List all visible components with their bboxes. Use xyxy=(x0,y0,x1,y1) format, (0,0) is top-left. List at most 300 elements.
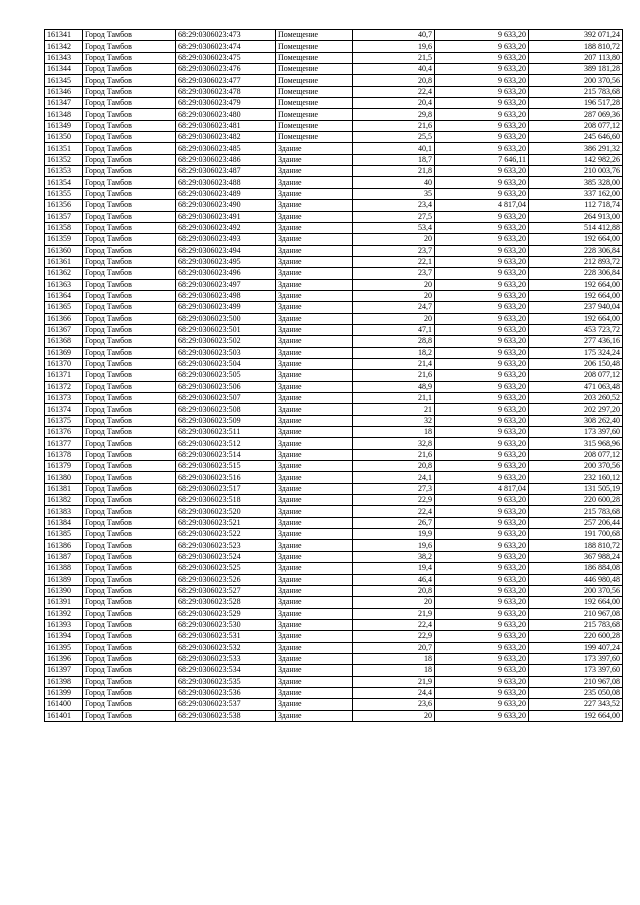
municipality-cell: Город Тамбов xyxy=(83,86,176,97)
cadastral-value-cell: 192 664,00 xyxy=(529,313,623,324)
specific-value-cell: 9 633,20 xyxy=(435,540,529,551)
cadastral-number-cell: 68:29:0306023:526 xyxy=(176,574,276,585)
object-type-cell: Здание xyxy=(276,608,353,619)
cadastral-number-cell: 68:29:0306023:499 xyxy=(176,302,276,313)
specific-value-cell: 9 633,20 xyxy=(435,41,529,52)
area-cell: 40,4 xyxy=(353,64,435,75)
municipality-cell: Город Тамбов xyxy=(83,461,176,472)
row-number-cell: 161387 xyxy=(45,551,83,562)
object-type-cell: Здание xyxy=(276,653,353,664)
object-type-cell: Здание xyxy=(276,710,353,721)
object-type-cell: Здание xyxy=(276,234,353,245)
table-row xyxy=(45,200,623,211)
specific-value-cell: 9 633,20 xyxy=(435,166,529,177)
object-type-cell: Здание xyxy=(276,495,353,506)
cadastral-number-cell: 68:29:0306023:495 xyxy=(176,256,276,267)
specific-value-cell: 9 633,20 xyxy=(435,517,529,528)
table-row xyxy=(45,506,623,517)
specific-value-cell: 9 633,20 xyxy=(435,120,529,131)
cadastral-value-cell: 264 913,00 xyxy=(529,211,623,222)
cadastral-value-cell: 220 600,28 xyxy=(529,495,623,506)
specific-value-cell: 9 633,20 xyxy=(435,52,529,63)
row-number-cell: 161394 xyxy=(45,631,83,642)
row-number-cell: 161352 xyxy=(45,154,83,165)
row-number-cell: 161353 xyxy=(45,166,83,177)
object-type-cell: Здание xyxy=(276,358,353,369)
area-cell: 19,4 xyxy=(353,563,435,574)
cadastral-value-cell: 257 206,44 xyxy=(529,517,623,528)
cadastral-value-cell: 471 063,48 xyxy=(529,381,623,392)
municipality-cell: Город Тамбов xyxy=(83,109,176,120)
area-cell: 47,1 xyxy=(353,324,435,335)
area-cell: 35 xyxy=(353,188,435,199)
table-row xyxy=(45,109,623,120)
table-row xyxy=(45,472,623,483)
municipality-cell: Город Тамбов xyxy=(83,177,176,188)
cadastral-value-cell: 315 968,96 xyxy=(529,438,623,449)
cadastral-number-cell: 68:29:0306023:486 xyxy=(176,154,276,165)
object-type-cell: Здание xyxy=(276,461,353,472)
specific-value-cell: 9 633,20 xyxy=(435,313,529,324)
municipality-cell: Город Тамбов xyxy=(83,30,176,41)
specific-value-cell: 9 633,20 xyxy=(435,687,529,698)
object-type-cell: Здание xyxy=(276,370,353,381)
table-row xyxy=(45,438,623,449)
municipality-cell: Город Тамбов xyxy=(83,687,176,698)
cadastral-number-cell: 68:29:0306023:518 xyxy=(176,495,276,506)
area-cell: 18 xyxy=(353,653,435,664)
object-type-cell: Помещение xyxy=(276,132,353,143)
cadastral-number-cell: 68:29:0306023:476 xyxy=(176,64,276,75)
area-cell: 23,6 xyxy=(353,699,435,710)
specific-value-cell: 9 633,20 xyxy=(435,324,529,335)
cadastral-value-cell: 514 412,88 xyxy=(529,222,623,233)
row-number-cell: 161382 xyxy=(45,495,83,506)
cadastral-number-cell: 68:29:0306023:508 xyxy=(176,404,276,415)
cadastral-number-cell: 68:29:0306023:487 xyxy=(176,166,276,177)
cadastral-value-cell: 386 291,32 xyxy=(529,143,623,154)
row-number-cell: 161383 xyxy=(45,506,83,517)
municipality-cell: Город Тамбов xyxy=(83,52,176,63)
cadastral-value-cell: 192 664,00 xyxy=(529,234,623,245)
object-type-cell: Здание xyxy=(276,415,353,426)
row-number-cell: 161372 xyxy=(45,381,83,392)
table-row xyxy=(45,211,623,222)
cadastral-value-cell: 453 723,72 xyxy=(529,324,623,335)
row-number-cell: 161379 xyxy=(45,461,83,472)
cadastral-value-cell: 228 306,84 xyxy=(529,245,623,256)
specific-value-cell: 9 633,20 xyxy=(435,597,529,608)
table-row xyxy=(45,665,623,676)
municipality-cell: Город Тамбов xyxy=(83,279,176,290)
row-number-cell: 161389 xyxy=(45,574,83,585)
area-cell: 23,7 xyxy=(353,245,435,256)
specific-value-cell: 9 633,20 xyxy=(435,132,529,143)
row-number-cell: 161362 xyxy=(45,268,83,279)
municipality-cell: Город Тамбов xyxy=(83,574,176,585)
area-cell: 21,8 xyxy=(353,166,435,177)
table-row xyxy=(45,449,623,460)
specific-value-cell: 9 633,20 xyxy=(435,336,529,347)
specific-value-cell: 9 633,20 xyxy=(435,653,529,664)
object-type-cell: Здание xyxy=(276,472,353,483)
area-cell: 26,7 xyxy=(353,517,435,528)
table-row xyxy=(45,166,623,177)
cadastral-value-cell: 208 077,12 xyxy=(529,449,623,460)
specific-value-cell: 9 633,20 xyxy=(435,290,529,301)
area-cell: 21,6 xyxy=(353,449,435,460)
object-type-cell: Здание xyxy=(276,427,353,438)
object-type-cell: Помещение xyxy=(276,98,353,109)
row-number-cell: 161398 xyxy=(45,676,83,687)
specific-value-cell: 9 633,20 xyxy=(435,404,529,415)
area-cell: 32 xyxy=(353,415,435,426)
cadastral-value-cell: 208 077,12 xyxy=(529,120,623,131)
cadastral-number-cell: 68:29:0306023:529 xyxy=(176,608,276,619)
cadastral-value-cell: 385 328,00 xyxy=(529,177,623,188)
municipality-cell: Город Тамбов xyxy=(83,120,176,131)
object-type-cell: Помещение xyxy=(276,41,353,52)
cadastral-value-cell: 367 988,24 xyxy=(529,551,623,562)
area-cell: 27,3 xyxy=(353,483,435,494)
row-number-cell: 161371 xyxy=(45,370,83,381)
cadastral-number-cell: 68:29:0306023:505 xyxy=(176,370,276,381)
row-number-cell: 161370 xyxy=(45,358,83,369)
object-type-cell: Помещение xyxy=(276,75,353,86)
cadastral-value-cell: 131 505,19 xyxy=(529,483,623,494)
row-number-cell: 161348 xyxy=(45,109,83,120)
municipality-cell: Город Тамбов xyxy=(83,313,176,324)
table-row xyxy=(45,98,623,109)
specific-value-cell: 9 633,20 xyxy=(435,381,529,392)
specific-value-cell: 9 633,20 xyxy=(435,370,529,381)
row-number-cell: 161395 xyxy=(45,642,83,653)
specific-value-cell: 9 633,20 xyxy=(435,472,529,483)
area-cell: 24,4 xyxy=(353,687,435,698)
row-number-cell: 161401 xyxy=(45,710,83,721)
table-row xyxy=(45,585,623,596)
object-type-cell: Здание xyxy=(276,597,353,608)
table-row xyxy=(45,427,623,438)
area-cell: 46,4 xyxy=(353,574,435,585)
table-row xyxy=(45,256,623,267)
cadastral-number-cell: 68:29:0306023:531 xyxy=(176,631,276,642)
table-row xyxy=(45,302,623,313)
specific-value-cell: 9 633,20 xyxy=(435,188,529,199)
object-type-cell: Здание xyxy=(276,245,353,256)
row-number-cell: 161346 xyxy=(45,86,83,97)
object-type-cell: Здание xyxy=(276,393,353,404)
area-cell: 21,5 xyxy=(353,52,435,63)
specific-value-cell: 4 817,04 xyxy=(435,483,529,494)
municipality-cell: Город Тамбов xyxy=(83,41,176,52)
specific-value-cell: 9 633,20 xyxy=(435,563,529,574)
table-row xyxy=(45,245,623,256)
table-row xyxy=(45,461,623,472)
municipality-cell: Город Тамбов xyxy=(83,404,176,415)
cadastral-number-cell: 68:29:0306023:534 xyxy=(176,665,276,676)
municipality-cell: Город Тамбов xyxy=(83,415,176,426)
specific-value-cell: 9 633,20 xyxy=(435,347,529,358)
row-number-cell: 161354 xyxy=(45,177,83,188)
cadastral-number-cell: 68:29:0306023:488 xyxy=(176,177,276,188)
cadastral-value-cell: 210 967,08 xyxy=(529,676,623,687)
cadastral-value-cell: 202 297,20 xyxy=(529,404,623,415)
table-row xyxy=(45,313,623,324)
municipality-cell: Город Тамбов xyxy=(83,517,176,528)
area-cell: 48,9 xyxy=(353,381,435,392)
cadastral-number-cell: 68:29:0306023:491 xyxy=(176,211,276,222)
object-type-cell: Здание xyxy=(276,302,353,313)
object-type-cell: Здание xyxy=(276,449,353,460)
table-row xyxy=(45,86,623,97)
row-number-cell: 161358 xyxy=(45,222,83,233)
cadastral-number-cell: 68:29:0306023:502 xyxy=(176,336,276,347)
table-row xyxy=(45,710,623,721)
specific-value-cell: 9 633,20 xyxy=(435,574,529,585)
area-cell: 18 xyxy=(353,427,435,438)
area-cell: 21,9 xyxy=(353,676,435,687)
object-type-cell: Здание xyxy=(276,256,353,267)
cadastral-value-cell: 175 324,24 xyxy=(529,347,623,358)
row-number-cell: 161349 xyxy=(45,120,83,131)
table-row xyxy=(45,563,623,574)
table-row xyxy=(45,483,623,494)
cadastral-value-table xyxy=(44,29,623,722)
municipality-cell: Город Тамбов xyxy=(83,449,176,460)
object-type-cell: Здание xyxy=(276,551,353,562)
object-type-cell: Здание xyxy=(276,313,353,324)
cadastral-value-cell: 142 982,26 xyxy=(529,154,623,165)
cadastral-value-cell: 220 600,28 xyxy=(529,631,623,642)
municipality-cell: Город Тамбов xyxy=(83,540,176,551)
municipality-cell: Город Тамбов xyxy=(83,336,176,347)
row-number-cell: 161359 xyxy=(45,234,83,245)
area-cell: 29,8 xyxy=(353,109,435,120)
cadastral-value-cell: 188 810,72 xyxy=(529,41,623,52)
cadastral-value-cell: 196 517,28 xyxy=(529,98,623,109)
table-row xyxy=(45,415,623,426)
row-number-cell: 161399 xyxy=(45,687,83,698)
specific-value-cell: 9 633,20 xyxy=(435,427,529,438)
municipality-cell: Город Тамбов xyxy=(83,495,176,506)
object-type-cell: Помещение xyxy=(276,64,353,75)
cadastral-number-cell: 68:29:0306023:496 xyxy=(176,268,276,279)
object-type-cell: Помещение xyxy=(276,52,353,63)
cadastral-value-cell: 173 397,60 xyxy=(529,427,623,438)
row-number-cell: 161377 xyxy=(45,438,83,449)
municipality-cell: Город Тамбов xyxy=(83,381,176,392)
specific-value-cell: 9 633,20 xyxy=(435,75,529,86)
table-row xyxy=(45,495,623,506)
row-number-cell: 161343 xyxy=(45,52,83,63)
municipality-cell: Город Тамбов xyxy=(83,256,176,267)
table-row xyxy=(45,64,623,75)
cadastral-number-cell: 68:29:0306023:503 xyxy=(176,347,276,358)
specific-value-cell: 9 633,20 xyxy=(435,619,529,630)
cadastral-value-cell: 287 069,36 xyxy=(529,109,623,120)
table-row xyxy=(45,687,623,698)
row-number-cell: 161400 xyxy=(45,699,83,710)
cadastral-number-cell: 68:29:0306023:512 xyxy=(176,438,276,449)
table-row xyxy=(45,143,623,154)
cadastral-value-cell: 207 113,80 xyxy=(529,52,623,63)
object-type-cell: Здание xyxy=(276,676,353,687)
municipality-cell: Город Тамбов xyxy=(83,585,176,596)
cadastral-number-cell: 68:29:0306023:482 xyxy=(176,132,276,143)
area-cell: 22,4 xyxy=(353,86,435,97)
cadastral-value-cell: 192 664,00 xyxy=(529,279,623,290)
specific-value-cell: 9 633,20 xyxy=(435,98,529,109)
cadastral-number-cell: 68:29:0306023:515 xyxy=(176,461,276,472)
object-type-cell: Здание xyxy=(276,200,353,211)
cadastral-value-cell: 112 718,74 xyxy=(529,200,623,211)
table-row xyxy=(45,75,623,86)
table-row xyxy=(45,676,623,687)
object-type-cell: Здание xyxy=(276,563,353,574)
cadastral-value-cell: 206 150,48 xyxy=(529,358,623,369)
row-number-cell: 161373 xyxy=(45,393,83,404)
specific-value-cell: 9 633,20 xyxy=(435,30,529,41)
cadastral-number-cell: 68:29:0306023:538 xyxy=(176,710,276,721)
area-cell: 21,4 xyxy=(353,358,435,369)
table-row xyxy=(45,120,623,131)
cadastral-value-cell: 212 893,72 xyxy=(529,256,623,267)
object-type-cell: Здание xyxy=(276,347,353,358)
table-row xyxy=(45,336,623,347)
cadastral-value-cell: 173 397,60 xyxy=(529,665,623,676)
table-row xyxy=(45,393,623,404)
object-type-cell: Здание xyxy=(276,268,353,279)
municipality-cell: Город Тамбов xyxy=(83,245,176,256)
cadastral-number-cell: 68:29:0306023:520 xyxy=(176,506,276,517)
area-cell: 22,9 xyxy=(353,631,435,642)
row-number-cell: 161378 xyxy=(45,449,83,460)
row-number-cell: 161357 xyxy=(45,211,83,222)
cadastral-value-cell: 192 664,00 xyxy=(529,710,623,721)
table-row xyxy=(45,177,623,188)
specific-value-cell: 9 633,20 xyxy=(435,506,529,517)
specific-value-cell: 4 817,04 xyxy=(435,200,529,211)
cadastral-number-cell: 68:29:0306023:498 xyxy=(176,290,276,301)
cadastral-value-cell: 203 260,52 xyxy=(529,393,623,404)
cadastral-value-cell: 277 436,16 xyxy=(529,336,623,347)
cadastral-value-cell: 186 884,08 xyxy=(529,563,623,574)
cadastral-number-cell: 68:29:0306023:489 xyxy=(176,188,276,199)
row-number-cell: 161364 xyxy=(45,290,83,301)
row-number-cell: 161368 xyxy=(45,336,83,347)
specific-value-cell: 9 633,20 xyxy=(435,699,529,710)
area-cell: 40 xyxy=(353,177,435,188)
object-type-cell: Здание xyxy=(276,211,353,222)
cadastral-number-cell: 68:29:0306023:528 xyxy=(176,597,276,608)
row-number-cell: 161351 xyxy=(45,143,83,154)
object-type-cell: Здание xyxy=(276,506,353,517)
area-cell: 20 xyxy=(353,710,435,721)
specific-value-cell: 9 633,20 xyxy=(435,631,529,642)
specific-value-cell: 7 646,11 xyxy=(435,154,529,165)
table-row xyxy=(45,268,623,279)
cadastral-value-cell: 210 967,08 xyxy=(529,608,623,619)
object-type-cell: Здание xyxy=(276,166,353,177)
row-number-cell: 161380 xyxy=(45,472,83,483)
object-type-cell: Здание xyxy=(276,404,353,415)
specific-value-cell: 9 633,20 xyxy=(435,438,529,449)
area-cell: 38,2 xyxy=(353,551,435,562)
row-number-cell: 161347 xyxy=(45,98,83,109)
municipality-cell: Город Тамбов xyxy=(83,222,176,233)
area-cell: 20,8 xyxy=(353,75,435,86)
table-row xyxy=(45,132,623,143)
municipality-cell: Город Тамбов xyxy=(83,188,176,199)
table-row xyxy=(45,381,623,392)
object-type-cell: Здание xyxy=(276,290,353,301)
cadastral-value-cell: 446 980,48 xyxy=(529,574,623,585)
cadastral-number-cell: 68:29:0306023:497 xyxy=(176,279,276,290)
object-type-cell: Здание xyxy=(276,585,353,596)
cadastral-value-cell: 215 783,68 xyxy=(529,86,623,97)
cadastral-value-cell: 392 071,24 xyxy=(529,30,623,41)
cadastral-number-cell: 68:29:0306023:481 xyxy=(176,120,276,131)
municipality-cell: Город Тамбов xyxy=(83,710,176,721)
cadastral-number-cell: 68:29:0306023:494 xyxy=(176,245,276,256)
row-number-cell: 161350 xyxy=(45,132,83,143)
cadastral-value-cell: 235 050,08 xyxy=(529,687,623,698)
area-cell: 20 xyxy=(353,234,435,245)
area-cell: 21,1 xyxy=(353,393,435,404)
specific-value-cell: 9 633,20 xyxy=(435,461,529,472)
municipality-cell: Город Тамбов xyxy=(83,302,176,313)
cadastral-value-cell: 191 700,68 xyxy=(529,529,623,540)
object-type-cell: Здание xyxy=(276,143,353,154)
cadastral-value-cell: 200 370,56 xyxy=(529,75,623,86)
specific-value-cell: 9 633,20 xyxy=(435,551,529,562)
object-type-cell: Здание xyxy=(276,222,353,233)
cadastral-value-cell: 192 664,00 xyxy=(529,290,623,301)
cadastral-value-cell: 215 783,68 xyxy=(529,619,623,630)
object-type-cell: Здание xyxy=(276,177,353,188)
table-row xyxy=(45,631,623,642)
object-type-cell: Здание xyxy=(276,483,353,494)
specific-value-cell: 9 633,20 xyxy=(435,64,529,75)
specific-value-cell: 9 633,20 xyxy=(435,279,529,290)
row-number-cell: 161374 xyxy=(45,404,83,415)
municipality-cell: Город Тамбов xyxy=(83,506,176,517)
cadastral-number-cell: 68:29:0306023:509 xyxy=(176,415,276,426)
row-number-cell: 161360 xyxy=(45,245,83,256)
cadastral-number-cell: 68:29:0306023:527 xyxy=(176,585,276,596)
object-type-cell: Здание xyxy=(276,619,353,630)
cadastral-value-cell: 389 181,28 xyxy=(529,64,623,75)
area-cell: 18,7 xyxy=(353,154,435,165)
object-type-cell: Здание xyxy=(276,665,353,676)
object-type-cell: Здание xyxy=(276,699,353,710)
specific-value-cell: 9 633,20 xyxy=(435,608,529,619)
object-type-cell: Помещение xyxy=(276,30,353,41)
table-row xyxy=(45,279,623,290)
cadastral-number-cell: 68:29:0306023:516 xyxy=(176,472,276,483)
table-row xyxy=(45,404,623,415)
object-type-cell: Здание xyxy=(276,631,353,642)
specific-value-cell: 9 633,20 xyxy=(435,676,529,687)
municipality-cell: Город Тамбов xyxy=(83,370,176,381)
object-type-cell: Здание xyxy=(276,529,353,540)
table-row xyxy=(45,551,623,562)
cadastral-number-cell: 68:29:0306023:511 xyxy=(176,427,276,438)
municipality-cell: Город Тамбов xyxy=(83,132,176,143)
area-cell: 21 xyxy=(353,404,435,415)
row-number-cell: 161393 xyxy=(45,619,83,630)
